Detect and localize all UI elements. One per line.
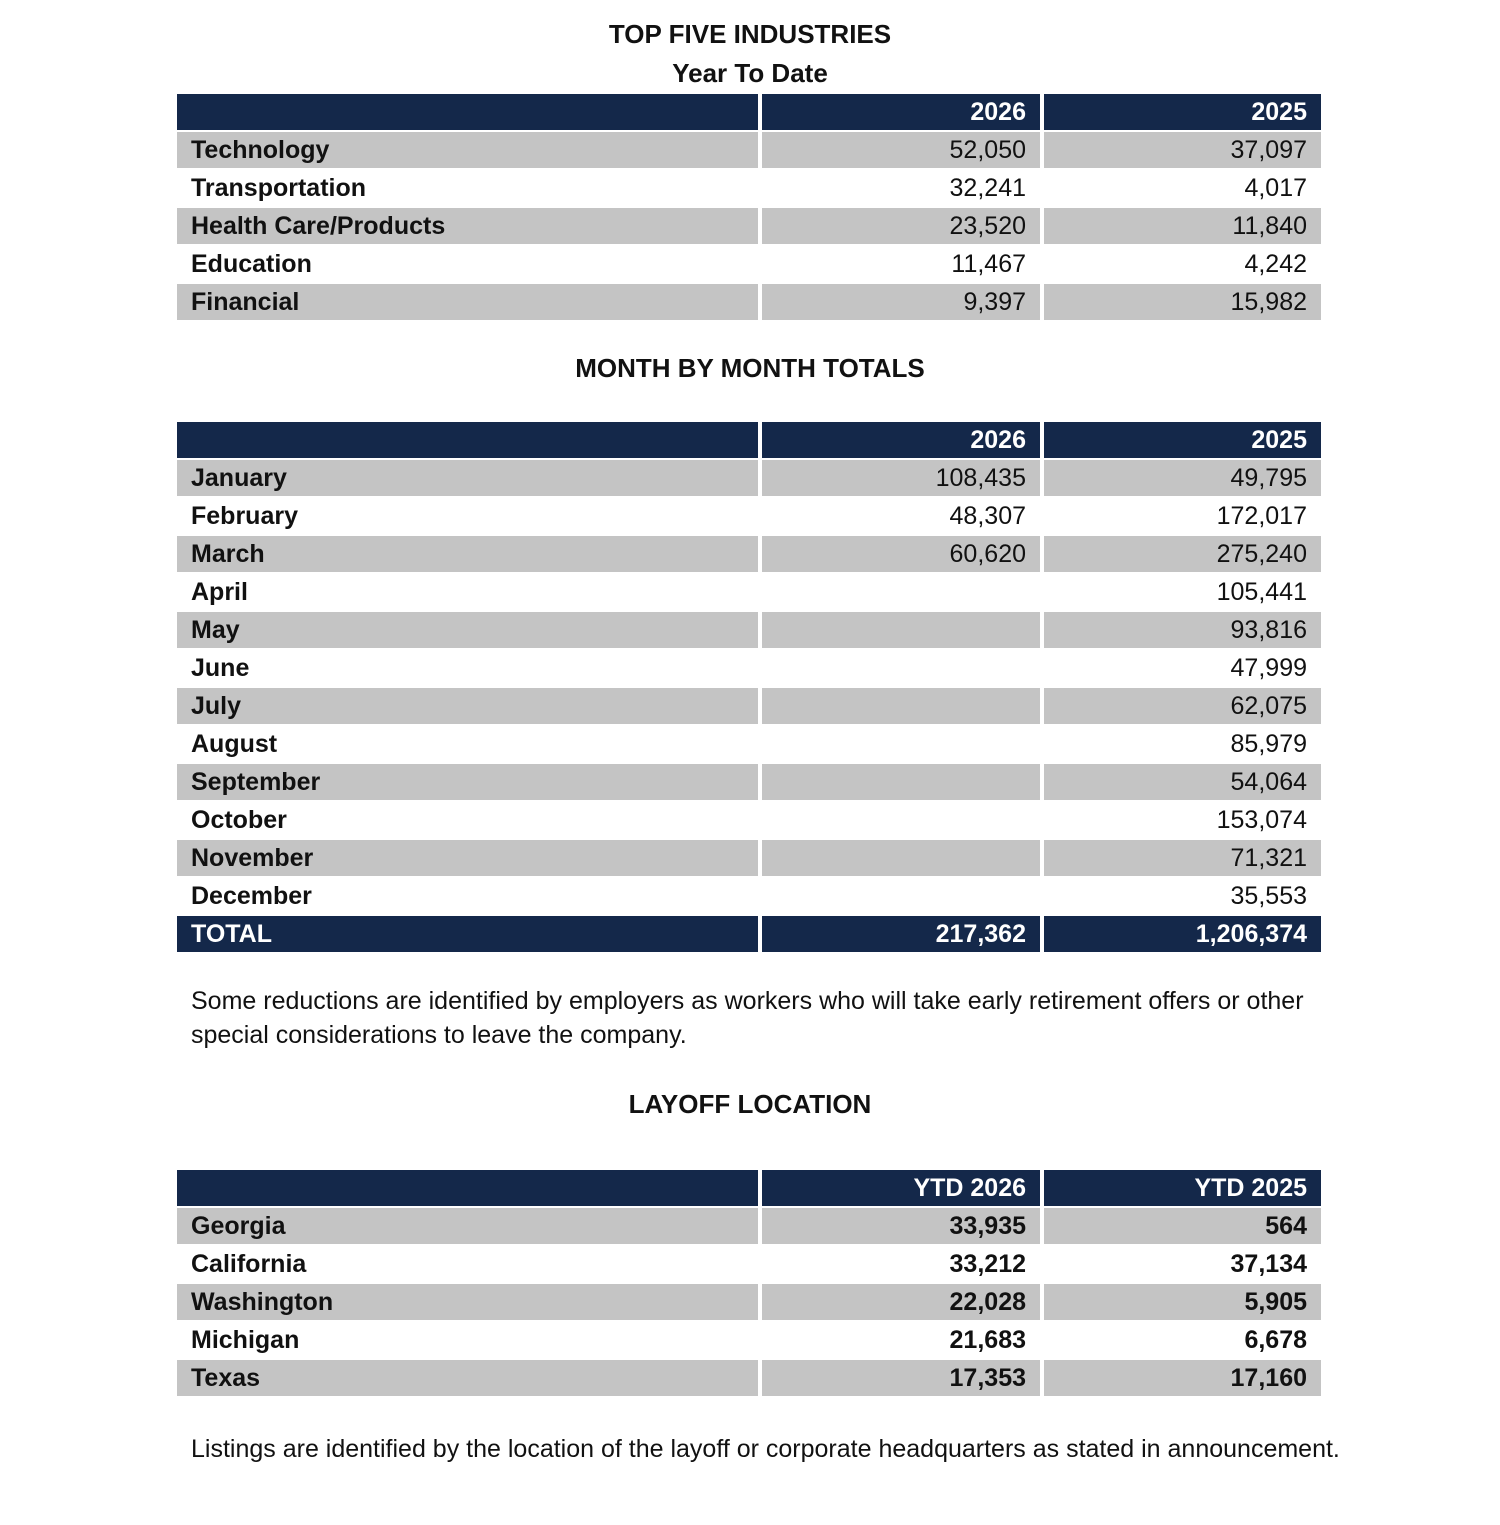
table-row: [177, 496, 1321, 534]
table-row: [177, 1358, 1321, 1396]
value-2026: [758, 724, 1040, 762]
header-ytd-2026: YTD 2026: [758, 1170, 1040, 1206]
table-row: [177, 458, 1321, 496]
value-2026: [758, 762, 1040, 800]
locations-title: LAYOFF LOCATION: [628, 1089, 872, 1119]
table-header-row: [177, 94, 1321, 130]
row-label: August: [177, 724, 758, 762]
table-row: [177, 572, 1321, 610]
listings-note: Listings are identified by the location of the layoff or corporate headquarters as stated in announcement.: [191, 1435, 1340, 1463]
monthly-title: MONTH BY MONTH TOTALS: [575, 353, 925, 383]
total-2026: 217,362: [758, 914, 1040, 952]
row-label: Financial: [177, 282, 758, 320]
value-2025: 71,321: [1040, 838, 1321, 876]
total-2025: 1,206,374: [1040, 914, 1321, 952]
value-2026: 60,620: [758, 534, 1040, 572]
header-2026: 2026: [758, 94, 1040, 130]
row-label: April: [177, 572, 758, 610]
value-2025: 105,441: [1040, 572, 1321, 610]
industries-subtitle: Year To Date: [672, 58, 828, 88]
locations-table: [177, 1170, 1321, 1396]
row-label: Education: [177, 244, 758, 282]
value-2026: [758, 572, 1040, 610]
value-2026: [758, 800, 1040, 838]
total-row: [177, 914, 1321, 952]
table-row: [177, 724, 1321, 762]
row-label: Technology: [177, 130, 758, 168]
table-row: [177, 648, 1321, 686]
value-2026: 11,467: [758, 244, 1040, 282]
table-row: [177, 168, 1321, 206]
row-label: California: [177, 1244, 758, 1282]
monthly-rows: [177, 458, 1321, 914]
value-2025: 153,074: [1040, 800, 1321, 838]
industries-rows: [177, 130, 1321, 320]
row-label: Georgia: [177, 1206, 758, 1244]
value-2026: [758, 876, 1040, 914]
value-2025: 37,134: [1040, 1244, 1321, 1282]
header-label-cell: [177, 422, 758, 458]
row-label: Transportation: [177, 168, 758, 206]
row-label: May: [177, 610, 758, 648]
table-row: [177, 762, 1321, 800]
table-row: [177, 876, 1321, 914]
row-label: Texas: [177, 1358, 758, 1396]
header-2026: 2026: [758, 422, 1040, 458]
row-label: July: [177, 686, 758, 724]
row-label: Michigan: [177, 1320, 758, 1358]
table-row: [177, 534, 1321, 572]
table-row: [177, 1320, 1321, 1358]
value-2026: [758, 648, 1040, 686]
header-2025: 2025: [1040, 422, 1321, 458]
value-2026: 32,241: [758, 168, 1040, 206]
row-label: November: [177, 838, 758, 876]
value-2026: [758, 686, 1040, 724]
value-2025: 172,017: [1040, 496, 1321, 534]
value-2025: 62,075: [1040, 686, 1321, 724]
value-2025: 275,240: [1040, 534, 1321, 572]
row-label: January: [177, 458, 758, 496]
value-2026: 21,683: [758, 1320, 1040, 1358]
value-2025: 35,553: [1040, 876, 1321, 914]
table-row: [177, 282, 1321, 320]
table-row: [177, 610, 1321, 648]
reductions-note: Some reductions are identified by employers as workers who will take early retirement offers or other special considerations to leave the company.: [191, 987, 1304, 1049]
header-label-cell: [177, 94, 758, 130]
value-2026: 17,353: [758, 1358, 1040, 1396]
total-label: TOTAL: [177, 914, 758, 952]
table-row: [177, 1282, 1321, 1320]
value-2025: 4,242: [1040, 244, 1321, 282]
row-label: March: [177, 534, 758, 572]
value-2026: [758, 838, 1040, 876]
value-2026: 22,028: [758, 1282, 1040, 1320]
value-2025: 85,979: [1040, 724, 1321, 762]
value-2025: 17,160: [1040, 1358, 1321, 1396]
value-2025: 6,678: [1040, 1320, 1321, 1358]
table-row: [177, 1206, 1321, 1244]
value-2025: 47,999: [1040, 648, 1321, 686]
row-label: October: [177, 800, 758, 838]
header-2025: 2025: [1040, 94, 1321, 130]
table-row: [177, 838, 1321, 876]
header-ytd-2025: YTD 2025: [1040, 1170, 1321, 1206]
value-2026: 48,307: [758, 496, 1040, 534]
locations-rows: [177, 1206, 1321, 1396]
value-2025: 37,097: [1040, 130, 1321, 168]
row-label: June: [177, 648, 758, 686]
header-label-cell: [177, 1170, 758, 1206]
row-label: February: [177, 496, 758, 534]
value-2026: 33,212: [758, 1244, 1040, 1282]
row-label: Washington: [177, 1282, 758, 1320]
value-2025: 4,017: [1040, 168, 1321, 206]
monthly-table: [177, 422, 1321, 952]
table-row: [177, 800, 1321, 838]
table-row: [177, 686, 1321, 724]
industries-table: [177, 94, 1321, 320]
value-2025: 11,840: [1040, 206, 1321, 244]
table-row: [177, 244, 1321, 282]
value-2025: 564: [1040, 1206, 1321, 1244]
row-label: December: [177, 876, 758, 914]
value-2025: 15,982: [1040, 282, 1321, 320]
table-row: [177, 1244, 1321, 1282]
value-2025: 5,905: [1040, 1282, 1321, 1320]
table-header-row: [177, 422, 1321, 458]
value-2025: 93,816: [1040, 610, 1321, 648]
value-2026: [758, 610, 1040, 648]
value-2026: 23,520: [758, 206, 1040, 244]
value-2026: 108,435: [758, 458, 1040, 496]
table-header-row: [177, 1170, 1321, 1206]
row-label: Health Care/Products: [177, 206, 758, 244]
value-2026: 52,050: [758, 130, 1040, 168]
value-2025: 49,795: [1040, 458, 1321, 496]
table-row: [177, 206, 1321, 244]
industries-title: TOP FIVE INDUSTRIES: [608, 19, 892, 49]
row-label: September: [177, 762, 758, 800]
value-2025: 54,064: [1040, 762, 1321, 800]
table-row: [177, 130, 1321, 168]
value-2026: 9,397: [758, 282, 1040, 320]
value-2026: 33,935: [758, 1206, 1040, 1244]
